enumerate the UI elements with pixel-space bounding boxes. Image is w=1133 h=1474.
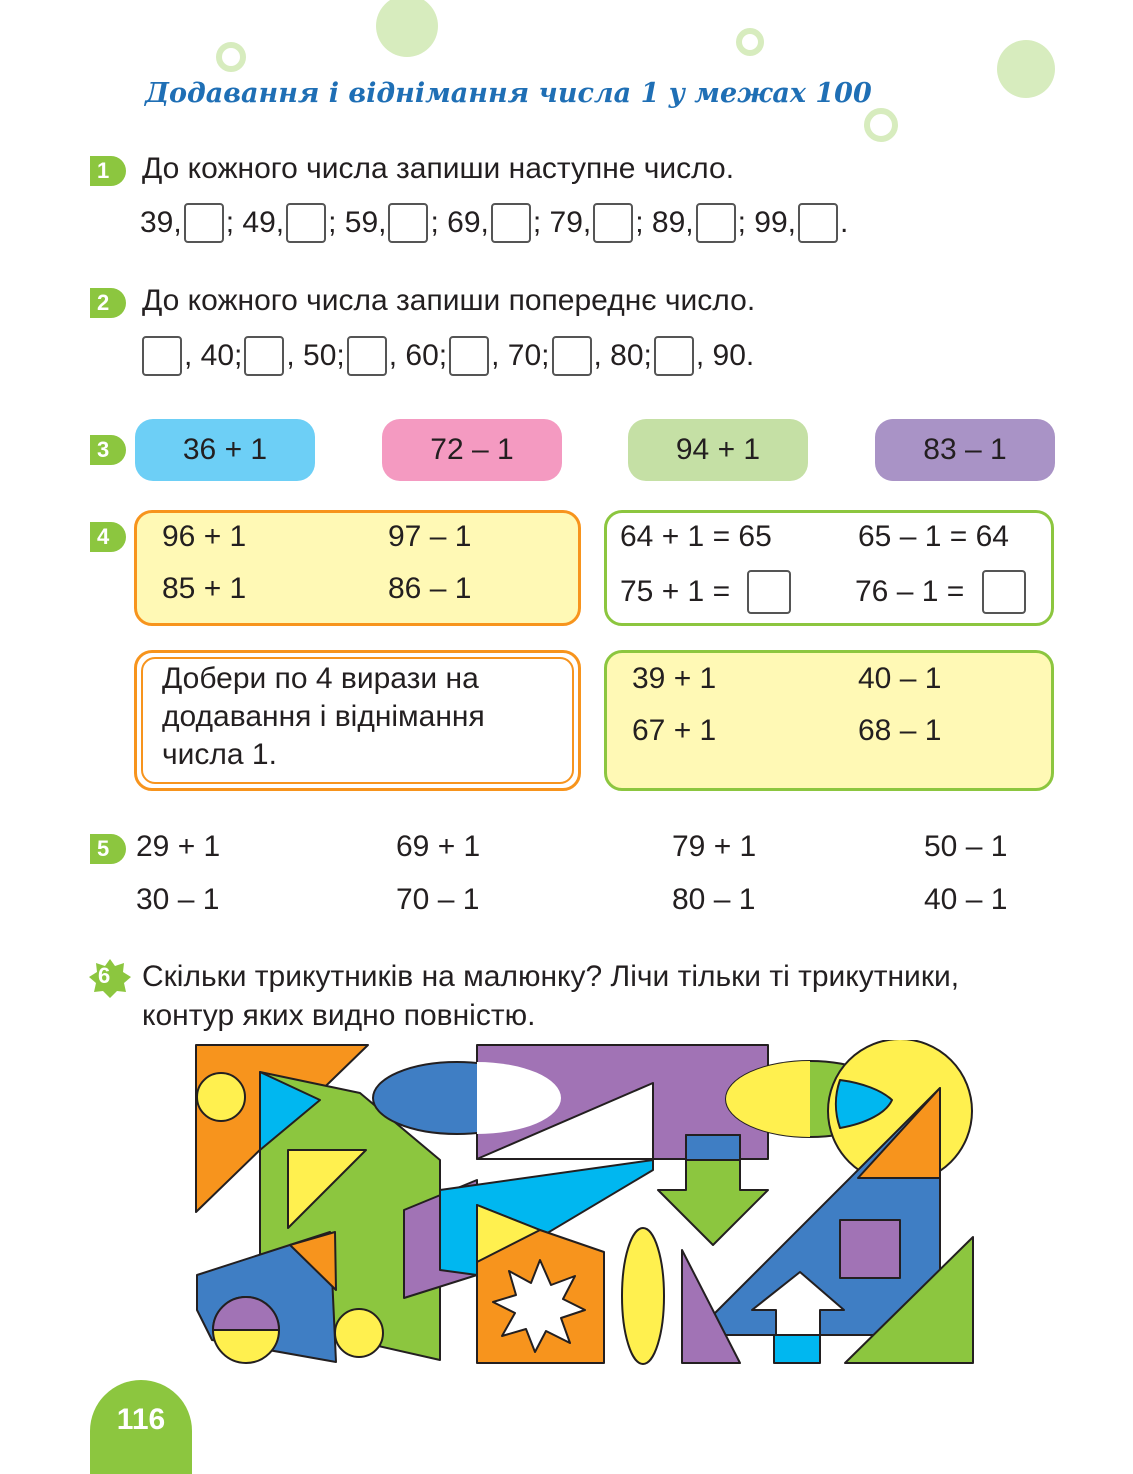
task-number-badge: 5 — [90, 834, 126, 864]
decor-ring — [736, 28, 764, 56]
decor-ring — [216, 42, 246, 72]
task6-instruction-line1: Скільки трикутників на малюнку? Лічи тільки ті трикутники, — [142, 960, 960, 993]
yellow-vertical-ellipse — [622, 1228, 664, 1364]
expression: 97 – 1 — [388, 520, 472, 553]
answer-box[interactable] — [798, 203, 838, 243]
equation: 64 + 1 = 65 — [620, 520, 772, 553]
expression: 85 + 1 — [162, 572, 247, 605]
answer-box[interactable] — [286, 203, 326, 243]
yellow-circle-small — [335, 1309, 383, 1357]
equation: 75 + 1 = — [620, 575, 731, 608]
answer-box[interactable] — [593, 203, 633, 243]
task-number-badge: 1 — [90, 156, 126, 186]
expression-pill: 72 – 1 — [382, 419, 562, 481]
sequence-number: , 80; — [593, 339, 652, 372]
expression: 40 – 1 — [924, 883, 1008, 916]
task1-instruction: До кожного числа запиши наступне число. — [142, 152, 735, 185]
task1-sequence — [140, 203, 848, 243]
sequence-number: ; 49, — [225, 206, 285, 239]
answer-box[interactable] — [449, 336, 489, 376]
answer-box[interactable] — [244, 336, 284, 376]
expression: 29 + 1 — [136, 830, 221, 863]
sequence-number: ; 59, — [328, 206, 387, 239]
decor-circle — [997, 40, 1055, 98]
sequence-number: , 40; — [184, 339, 243, 372]
expression-pill: 36 + 1 — [135, 419, 315, 481]
expression: 40 – 1 — [858, 662, 942, 695]
task-number-badge: 4 — [90, 522, 126, 552]
answer-box[interactable] — [388, 203, 428, 243]
answer-box[interactable] — [552, 336, 592, 376]
answer-box[interactable] — [347, 336, 387, 376]
sequence-number: ; 69, — [430, 206, 489, 239]
expression: 70 – 1 — [396, 883, 480, 916]
task2-sequence — [140, 336, 754, 376]
answer-box[interactable] — [696, 203, 736, 243]
expression: 67 + 1 — [632, 714, 717, 747]
answer-box[interactable] — [654, 336, 694, 376]
expression-pill: 83 – 1 — [875, 419, 1055, 481]
expression: 79 + 1 — [672, 830, 757, 863]
sequence-number: , 60; — [388, 339, 448, 372]
expression: 96 + 1 — [162, 520, 247, 553]
decor-circle — [376, 0, 438, 57]
answer-box[interactable] — [491, 203, 531, 243]
task2-instruction: До кожного числа запиши попереднє число. — [142, 284, 756, 317]
expression: 30 – 1 — [136, 883, 220, 916]
expression-pill: 94 + 1 — [628, 419, 808, 481]
answer-box[interactable] — [184, 203, 224, 243]
expression: 80 – 1 — [672, 883, 756, 916]
blue-square-small — [686, 1135, 740, 1160]
page-number: 116 — [90, 1380, 192, 1474]
answer-box[interactable] — [142, 336, 182, 376]
expression: 68 – 1 — [858, 714, 942, 747]
hint-text: Добери по 4 вирази на додавання і віднімання числа 1. — [162, 662, 485, 771]
page-title: Додавання і віднімання числа 1 у межах 100 — [145, 78, 872, 109]
sequence-end: . — [839, 206, 849, 239]
task-number: 6 — [98, 963, 111, 988]
decor-ring — [864, 108, 898, 142]
sequence-number: , 70; — [491, 339, 550, 372]
equation: 65 – 1 = 64 — [858, 520, 1009, 553]
shapes-picture — [190, 1040, 980, 1370]
sequence-number: ; 99, — [737, 206, 796, 239]
yellow-circle — [197, 1073, 245, 1121]
expression: 86 – 1 — [388, 572, 472, 605]
expression: 50 – 1 — [924, 830, 1008, 863]
expression: 69 + 1 — [396, 830, 481, 863]
expression: 39 + 1 — [632, 662, 717, 695]
sequence-number: , 50; — [286, 339, 345, 372]
answer-box[interactable] — [747, 570, 791, 614]
sequence-number: 39, — [140, 206, 182, 239]
task-number-badge: 3 — [90, 435, 126, 465]
purple-square — [840, 1220, 900, 1278]
equation: 76 – 1 = — [855, 575, 965, 608]
sequence-number: , 90. — [695, 339, 755, 372]
task-number-badge: 2 — [90, 288, 126, 318]
task6-instruction-line2: контур яких видно повністю. — [142, 999, 536, 1032]
answer-box[interactable] — [982, 570, 1026, 614]
cyan-rectangle — [774, 1335, 820, 1363]
sequence-number: ; 89, — [635, 206, 694, 239]
sequence-number: ; 79, — [532, 206, 592, 239]
